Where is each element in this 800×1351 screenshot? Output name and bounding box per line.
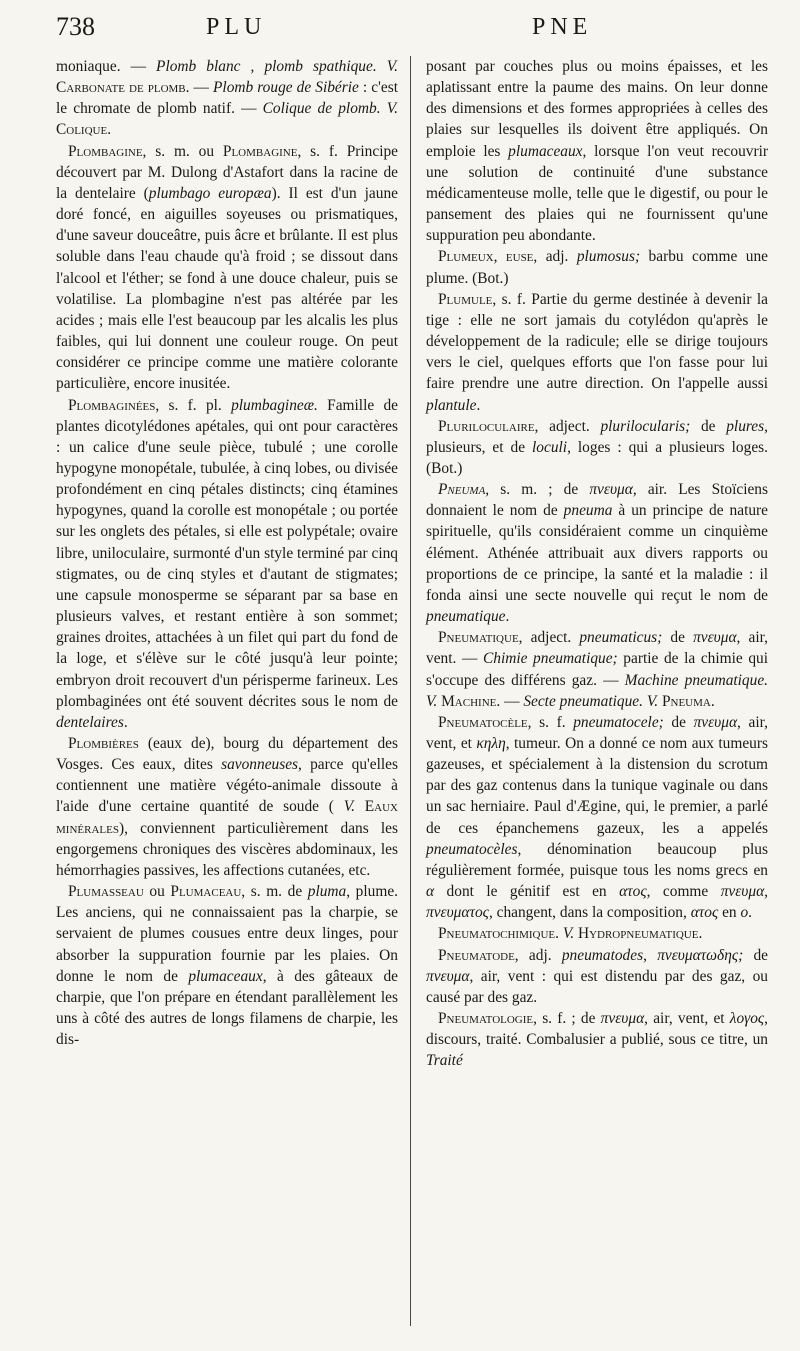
entry-pneumatochimique: Pneumatochimique. V. Hydropneumatique. — [438, 925, 703, 943]
entry-pneumatocele: Pneumatocèle, s. f. pneumatocele; de πνευμα, air, vent, et κηλη, tumeur. On a donné ce nom aux tumeurs gazeuses, et spécialement à la distension du scrotum par des gaz contenus dans la tunique vaginale ou dans un sac herniaire. Paul d'Ægine, qui, le premier, a parlé de ces épanchemens gazeux, les a appelés pneumatocèles, dénomination beaucoup plus régulièrement formée, puisque tous les noms grecs en α dont le génitif est en ατος, comme πνευμα, πνευματος, changent, dans la composition, ατος en ο. — [426, 713, 769, 922]
entry-plumasseau: Plumasseau ou Plumaceau, s. m. de pluma, plume. Les anciens, qui ne connaissaient pas la charpie, se servaient de plumes cousues entre deux linges, pour absorber la suppuration fournie par les plaies. On donne le nom de plumaceaux, à des gâteaux de charpie, que l'on prépare en étendant parallèlement les uns à côté des autres de longs filamens de charpie, les dis- — [56, 883, 399, 1049]
running-head-left: PLU — [206, 14, 267, 40]
column-divider — [410, 56, 411, 1326]
running-head-right: PNE — [532, 14, 593, 40]
running-head — [56, 14, 770, 54]
entry-plomb-continued: moniaque. — Plomb blanc , plomb spathique. V. Carbonate de plomb. — Plomb rouge de Sibérie : c'est le chromate de plomb natif. — Colique de plomb. V. Colique. — [56, 58, 399, 139]
entry-plombagine: Plombagine, s. m. ou Plombagine, s. f. Principe découvert par M. Dulong d'Astafort dans la racine de la dentelaire (plumbago europæa). Il est d'un jaune doré foncé, en aiguilles soyeuses ou prismatiques, d'une saveur douceâtre, puis âcre et brûlante. Il est plus soluble dans l'eau chaude qu'à froid ; se dissout dans l'alcool et l'éther; se fond à une douce chaleur, puis se volatilise. La plombagine n'est pas altérée par les acides ; mais elle l'est beaucoup par les alcalis les plus faibles, qui lui donnent une couleur rouge. On peut considérer ce principe comme une matière colorante particulière, encore inusitée. — [56, 142, 398, 393]
entry-pluriloculaire: Pluriloculaire, adject. plurilocularis; de plures, plusieurs, et de loculi, loges : qui a plusieurs loges. (Bot.) — [426, 417, 768, 477]
entry-plombieres: Plombières (eaux de), bourg du département des Vosges. Ces eaux, dites savonneuses, parce qu'elles contiennent une matière végéto-animale dissoute à l'aide d'une certaine quantité de soude ( V. Eaux minérales), conviennent particulièrement dans les engorgemens chroniques des viscères abdominaux, les hémorrhagies passives, les affections cutanées, etc. — [56, 735, 399, 879]
page-number: 738 — [56, 12, 95, 41]
entry-plombaginees: Plombaginées, s. f. pl. plumbagineæ. Famille de plantes dicotylédones apétales, qui ont pour caractères : un calice d'une seule pièce, tubulé ; une corolle hypogyne monopétale, tubulée, à cinq lobes, ou divisée profondément en cinq pétales distincts; cinq étamines hypogynes, quand la corolle est monopétale ; ou portée sur les onglets des pétales, si elle est polypétale; ovaire libre, uniloculaire, surmonté d'un style terminé par cinq stigmates, ou de cinq styles et d'autant de stigmates; une capsule monosperme se séparant par sa base en plusieurs valves, et restant entière à son sommet; graines droites, attachées à un filet qui part du fond de la loge, et s'élève sur le côté jusqu'à leur pointe; embryon droit recouvert d'un périsperme farineux. Les plombaginées ont été souvent décrites sous le nom de dentelaires. — [56, 396, 398, 731]
entry-pneuma: Pneuma, s. m. ; de πνευμα, air. Les Stoïciens donnaient le nom de pneuma à un principe de nature spirituelle, qu'ils considéraient comme un cinquième élément. Athénée attribuait aux divers rapports ou proportions de ce principe, la santé et la maladie : il fonda ainsi une secte nouvelle qui reçut le nom de pneumatique. — [426, 481, 769, 626]
right-column — [426, 56, 768, 1072]
entry-pneumatologie: Pneumatologie, s. f. ; de πνευμα, air, vent, et λογος, discours, traité. Combalusier a publié, sous ce titre, un Traité — [426, 1010, 769, 1070]
dictionary-page — [56, 14, 770, 1334]
left-column — [56, 56, 398, 1050]
entry-plumeux: Plumeux, euse, adj. plumosus; barbu comme une plume. (Bot.) — [426, 248, 768, 287]
entry-pneumatique: Pneumatique, adject. pneumaticus; de πνευμα, air, vent. — Chimie pneumatique; partie de la chimie qui s'occupe des différens gaz. — Machine pneumatique. V. Machine. — Secte pneumatique. V. Pneuma. — [426, 629, 769, 710]
text-columns — [56, 56, 770, 1326]
entry-pneumatode: Pneumatode, adj. pneumatodes, πνευματωδης; de πνευμα, air, vent : qui est distendu par des gaz, ou causé par des gaz. — [426, 946, 768, 1006]
entry-plumule: Plumule, s. f. Partie du germe destinée à devenir la tige : elle ne sort jamais du cotylédon qu'après le développement de la radicule; elle se dirige toujours vers le ciel, quelques efforts que l'on fasse pour lui faire prendre une autre direction. On l'appelle aussi plantule. — [426, 290, 768, 414]
entry-plumasseau-continued: posant par couches plus ou moins épaisses, et les aplatissant entre la paume des mains. On leur donne des dimensions et des formes appropriées à celles des plaies sur lesquelles ils doivent être appliqués. On emploie les plumaceaux, lorsque l'on veut recouvrir une solution de continuité d'une substance médicamenteuse molle, telle que le digestif, ou pour le pansement des plaies qui ne fournissent qu'une suppuration peu abondante. — [426, 58, 768, 245]
